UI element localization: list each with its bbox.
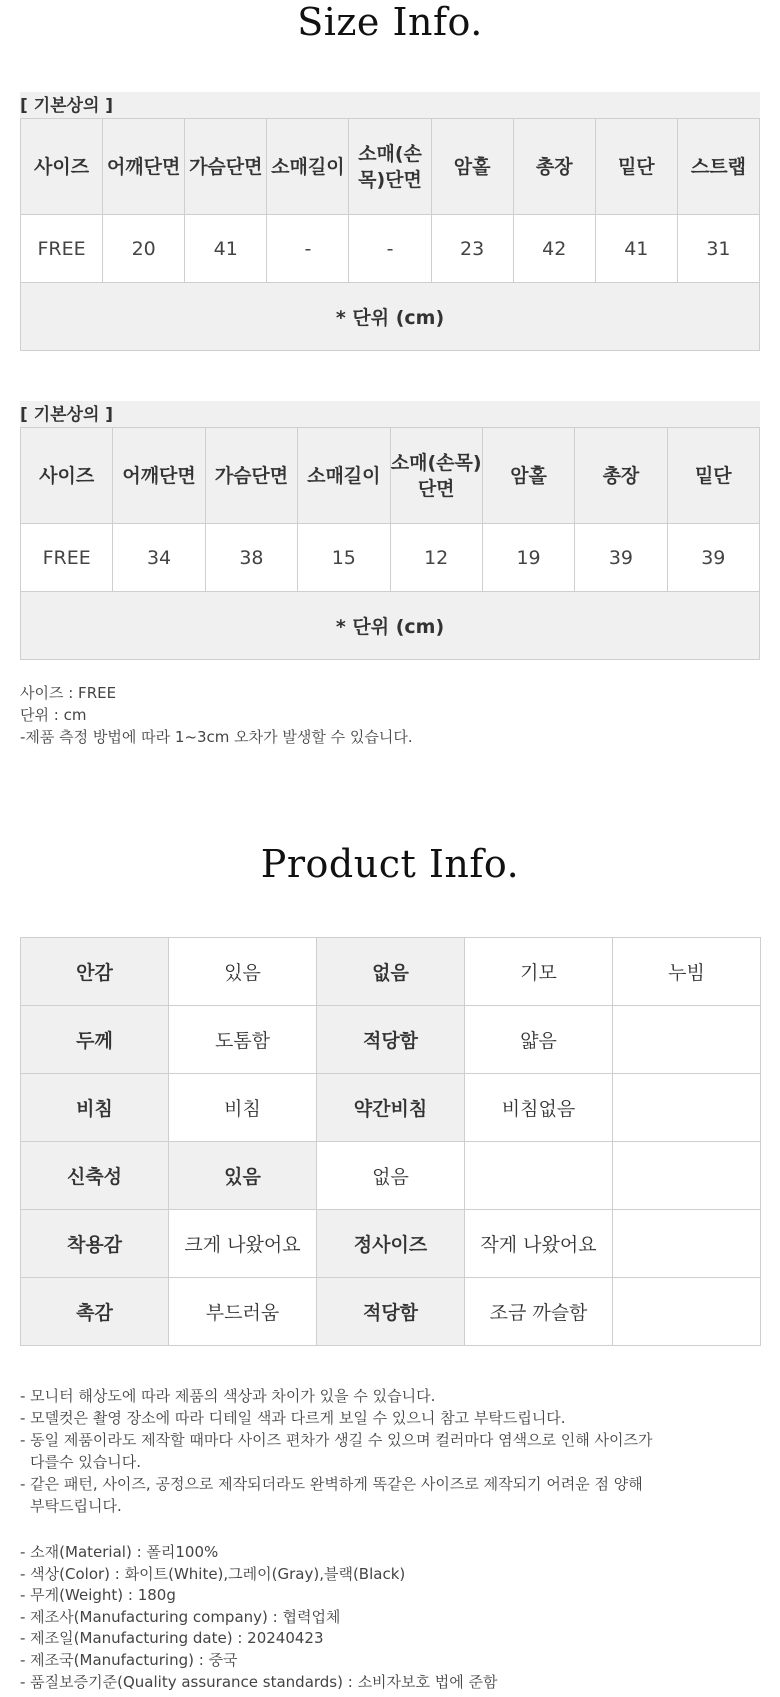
spec-line: - 제조사(Manufacturing company) : 협력업체 bbox=[20, 1607, 341, 1626]
product-specs bbox=[20, 1542, 498, 1693]
size-table-caption: [ 기본상의 ] bbox=[20, 96, 114, 116]
product-row-label: 안감 bbox=[21, 938, 169, 1006]
header-cell: 암홀 bbox=[482, 428, 574, 524]
unit-note: * 단위 (cm) bbox=[21, 592, 760, 660]
product-row bbox=[21, 1278, 761, 1346]
product-option bbox=[613, 1006, 761, 1074]
size-note-line: 사이즈 : FREE bbox=[20, 684, 117, 702]
value-cell: FREE bbox=[21, 215, 103, 283]
size-table bbox=[20, 427, 760, 660]
product-row-label: 촉감 bbox=[21, 1278, 169, 1346]
product-option bbox=[613, 1278, 761, 1346]
header-cell: 가슴단면 bbox=[205, 428, 297, 524]
product-option-selected: 적당함 bbox=[317, 1278, 465, 1346]
size-notes bbox=[20, 682, 413, 748]
value-cell: 12 bbox=[390, 524, 482, 592]
product-option: 누빔 bbox=[613, 938, 761, 1006]
care-note-line: - 동일 제품이라도 제작할 때마다 사이즈 편차가 생길 수 있으며 컬러마다 염색으로 인해 사이즈가 bbox=[20, 1431, 653, 1449]
product-option bbox=[613, 1074, 761, 1142]
size-info-title: Size Info. bbox=[297, 0, 483, 44]
value-cell: FREE bbox=[21, 524, 113, 592]
care-note-line: - 같은 패턴, 사이즈, 공정으로 제작되더라도 완벽하게 똑같은 사이즈로 제작되기 어려운 점 양해 bbox=[20, 1475, 643, 1493]
value-cell: 31 bbox=[677, 215, 759, 283]
unit-note: * 단위 (cm) bbox=[21, 283, 760, 351]
value-cell: 38 bbox=[205, 524, 297, 592]
header-cell: 스트랩 bbox=[677, 119, 759, 215]
spec-line: - 색상(Color) : 화이트(White),그레이(Gray),블랙(Black) bbox=[20, 1564, 406, 1583]
product-option-selected: 약간비침 bbox=[317, 1074, 465, 1142]
care-notes bbox=[20, 1385, 653, 1517]
header-cell: 가슴단면 bbox=[185, 119, 267, 215]
product-info-title: Product Info. bbox=[260, 842, 520, 886]
header-cell: 소매길이 bbox=[267, 119, 349, 215]
value-cell: 19 bbox=[482, 524, 574, 592]
size-table-block bbox=[20, 92, 760, 351]
product-option: 크게 나왔어요 bbox=[169, 1210, 317, 1278]
value-cell: 20 bbox=[103, 215, 185, 283]
product-option: 얇음 bbox=[465, 1006, 613, 1074]
product-option-selected: 적당함 bbox=[317, 1006, 465, 1074]
product-row bbox=[21, 938, 761, 1006]
header-cell: 밑단 bbox=[667, 428, 759, 524]
header-cell: 사이즈 bbox=[21, 428, 113, 524]
value-cell: 39 bbox=[575, 524, 667, 592]
size-table-caption: [ 기본상의 ] bbox=[20, 405, 114, 425]
product-row bbox=[21, 1142, 761, 1210]
size-note-line: 단위 : cm bbox=[20, 706, 87, 724]
product-option: 있음 bbox=[169, 938, 317, 1006]
header-cell: 소매길이 bbox=[298, 428, 390, 524]
spec-line: - 무게(Weight) : 180g bbox=[20, 1586, 176, 1605]
value-cell: 42 bbox=[513, 215, 595, 283]
care-note-line: 다를수 있습니다. bbox=[30, 1453, 141, 1471]
product-row bbox=[21, 1074, 761, 1142]
header-cell: 어깨단면 bbox=[113, 428, 205, 524]
product-info-table bbox=[20, 937, 761, 1346]
value-cell: 34 bbox=[113, 524, 205, 592]
header-cell: 소매(손목) 단면 bbox=[390, 428, 482, 524]
spec-line: - 제조국(Manufacturing) : 중국 bbox=[20, 1650, 238, 1669]
product-option-selected: 있음 bbox=[169, 1142, 317, 1210]
value-cell: 41 bbox=[185, 215, 267, 283]
product-option: 도톰함 bbox=[169, 1006, 317, 1074]
care-note-line: 부탁드립니다. bbox=[30, 1497, 122, 1515]
header-cell: 밑단 bbox=[595, 119, 677, 215]
header-cell: 사이즈 bbox=[21, 119, 103, 215]
product-option bbox=[613, 1142, 761, 1210]
product-row bbox=[21, 1006, 761, 1074]
header-cell: 소매(손 목)단면 bbox=[349, 119, 431, 215]
size-table bbox=[20, 118, 760, 351]
header-cell: 총장 bbox=[575, 428, 667, 524]
spec-line: - 소재(Material) : 폴리100% bbox=[20, 1543, 219, 1561]
product-option: 부드러움 bbox=[169, 1278, 317, 1346]
product-option bbox=[465, 1142, 613, 1210]
value-cell: 41 bbox=[595, 215, 677, 283]
product-option bbox=[613, 1210, 761, 1278]
product-row-label: 비침 bbox=[21, 1074, 169, 1142]
header-cell: 어깨단면 bbox=[103, 119, 185, 215]
product-option: 비침없음 bbox=[465, 1074, 613, 1142]
product-option-selected: 없음 bbox=[317, 938, 465, 1006]
value-cell: - bbox=[349, 215, 431, 283]
header-cell: 총장 bbox=[513, 119, 595, 215]
product-option: 조금 까슬함 bbox=[465, 1278, 613, 1346]
product-option: 비침 bbox=[169, 1074, 317, 1142]
product-row-label: 신축성 bbox=[21, 1142, 169, 1210]
size-note-line: -제품 측정 방법에 따라 1~3cm 오차가 발생할 수 있습니다. bbox=[20, 728, 413, 746]
value-cell: 15 bbox=[298, 524, 390, 592]
product-row bbox=[21, 1210, 761, 1278]
header-cell: 암홀 bbox=[431, 119, 513, 215]
product-row-label: 두께 bbox=[21, 1006, 169, 1074]
product-option-selected: 정사이즈 bbox=[317, 1210, 465, 1278]
care-note-line: - 모델컷은 촬영 장소에 따라 디테일 색과 다르게 보일 수 있으니 참고 부탁드립니다. bbox=[20, 1409, 566, 1427]
product-option: 작게 나왔어요 bbox=[465, 1210, 613, 1278]
value-cell: 39 bbox=[667, 524, 759, 592]
product-option: 기모 bbox=[465, 938, 613, 1006]
product-row-label: 착용감 bbox=[21, 1210, 169, 1278]
value-cell: - bbox=[267, 215, 349, 283]
care-note-line: - 모니터 해상도에 따라 제품의 색상과 차이가 있을 수 있습니다. bbox=[20, 1387, 436, 1405]
value-cell: 23 bbox=[431, 215, 513, 283]
spec-line: - 품질보증기준(Quality assurance standards) : 소비자보호 법에 준함 bbox=[20, 1672, 498, 1691]
product-option: 없음 bbox=[317, 1142, 465, 1210]
spec-line: - 제조일(Manufacturing date) : 20240423 bbox=[20, 1629, 324, 1648]
size-table-block bbox=[20, 401, 760, 660]
